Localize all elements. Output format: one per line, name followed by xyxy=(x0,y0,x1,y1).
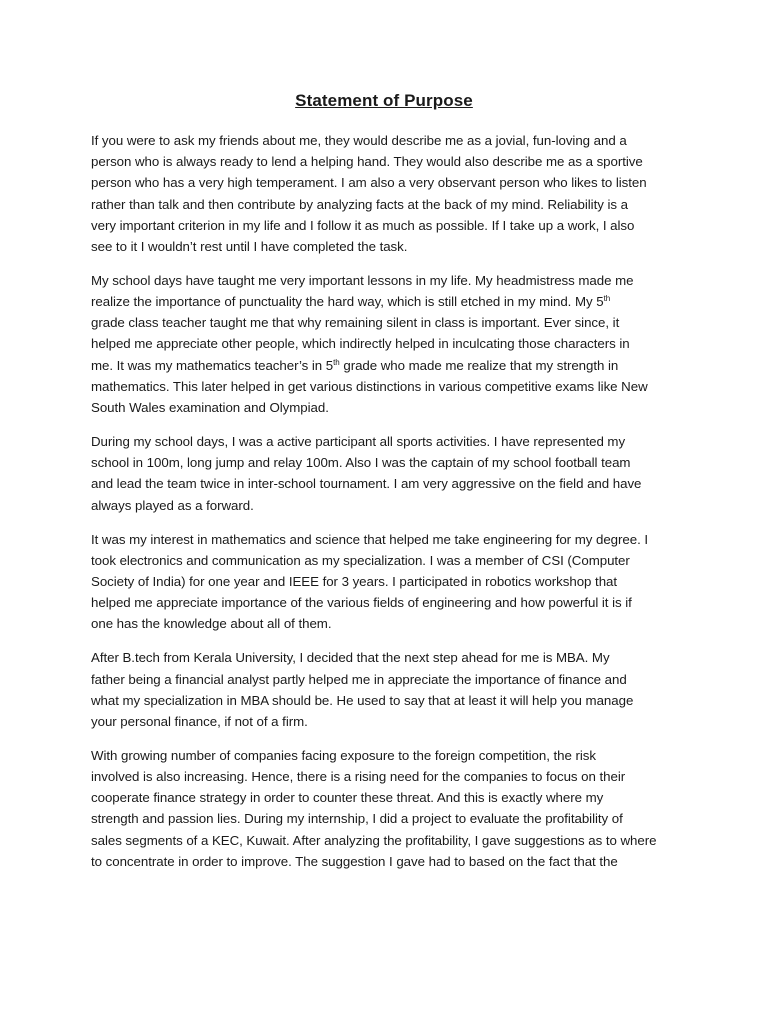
paragraph-6 xyxy=(91,745,691,872)
text-line: involved is also increasing. Hence, there is a rising need for the companies to focus on their xyxy=(91,769,626,785)
text-segment: me. It was my mathematics teacher’s in 5 xyxy=(91,357,334,373)
text-line xyxy=(91,291,691,312)
text-line: very important criterion in my life and I follow it as much as possible. If I take up a work, I also xyxy=(91,217,635,233)
text-line: helped me appreciate importance of the various fields of engineering and how powerful it is if xyxy=(91,595,632,611)
ordinal-suffix: th xyxy=(603,294,611,304)
text-line: During my school days, I was a active participant all sports activities. I have represented my xyxy=(91,434,626,450)
text-line: With growing number of companies facing exposure to the foreign competition, the risk xyxy=(91,747,596,763)
text-line: to concentrate in order to improve. The suggestion I gave had to based on the fact that the xyxy=(91,853,618,869)
text-line: strength and passion lies. During my internship, I did a project to evaluate the profitability of xyxy=(91,811,623,827)
paragraph-4 xyxy=(91,529,691,635)
text-line: sales segments of a KEC, Kuwait. After analyzing the profitability, I gave suggestions as to where xyxy=(91,832,657,848)
text-line: your personal finance, if not of a firm. xyxy=(91,713,308,729)
ordinal-suffix: th xyxy=(333,357,340,367)
text-line: My school days have taught me very important lessons in my life. My headmistress made me xyxy=(91,272,634,288)
text-line: and lead the team twice in inter-school tournament. I am very aggressive on the field and have xyxy=(91,476,642,492)
text-segment: realize the importance of punctuality the hard way, which is still etched in my mind. My 5 xyxy=(91,294,604,310)
text-line: person who is always ready to lend a helping hand. They would also describe me as a sportive xyxy=(91,154,643,170)
text-line: It was my interest in mathematics and science that helped me take engineering for my degree. I xyxy=(91,531,649,547)
text-line: helped me appreciate other people, which indirectly helped in inculcating those characters in xyxy=(91,336,630,352)
text-line: school in 100m, long jump and relay 100m. Also I was the captain of my school football team xyxy=(91,455,631,471)
text-line: After B.tech from Kerala University, I decided that the next step ahead for me is MBA. My xyxy=(91,650,610,666)
text-segment: grade who made me realize that my strength in xyxy=(339,357,619,373)
text-line: father being a financial analyst partly helped me in appreciate the importance of finance and xyxy=(91,671,627,687)
paragraph-2 xyxy=(91,270,691,418)
paragraph-1 xyxy=(91,130,691,257)
text-line: mathematics. This later helped in get various distinctions in various competitive exams like New xyxy=(91,378,648,394)
text-line: person who has a very high temperament. I am also a very observant person who likes to listen xyxy=(91,175,647,191)
paragraph-3 xyxy=(91,431,691,516)
paragraph-5 xyxy=(91,647,691,732)
text-line: Society of India) for one year and IEEE for 3 years. I participated in robotics workshop that xyxy=(91,573,618,589)
document-title: Statement of Purpose xyxy=(295,91,473,110)
text-line: South Wales examination and Olympiad. xyxy=(91,400,329,416)
text-line: If you were to ask my friends about me, they would describe me as a jovial, fun-loving and a xyxy=(91,133,627,148)
text-line: rather than talk and then contribute by analyzing facts at the back of my mind. Reliability is a xyxy=(91,196,628,212)
text-line: grade class teacher taught me that why remaining silent in class is important. Ever since, it xyxy=(91,315,620,331)
text-line: always played as a forward. xyxy=(91,497,254,513)
text-line: took electronics and communication as my specialization. I was a member of CSI (Computer xyxy=(91,552,630,568)
text-line: one has the knowledge about all of them. xyxy=(91,616,332,632)
text-line: see to it I wouldn’t rest until I have completed the task. xyxy=(91,238,408,254)
text-line xyxy=(91,355,691,376)
document-body xyxy=(91,130,691,885)
text-line: cooperate finance strategy in order to counter these threat. And this is exactly where my xyxy=(91,790,604,806)
text-line: what my specialization in MBA should be. He used to say that at least it will help you manage xyxy=(91,692,634,708)
